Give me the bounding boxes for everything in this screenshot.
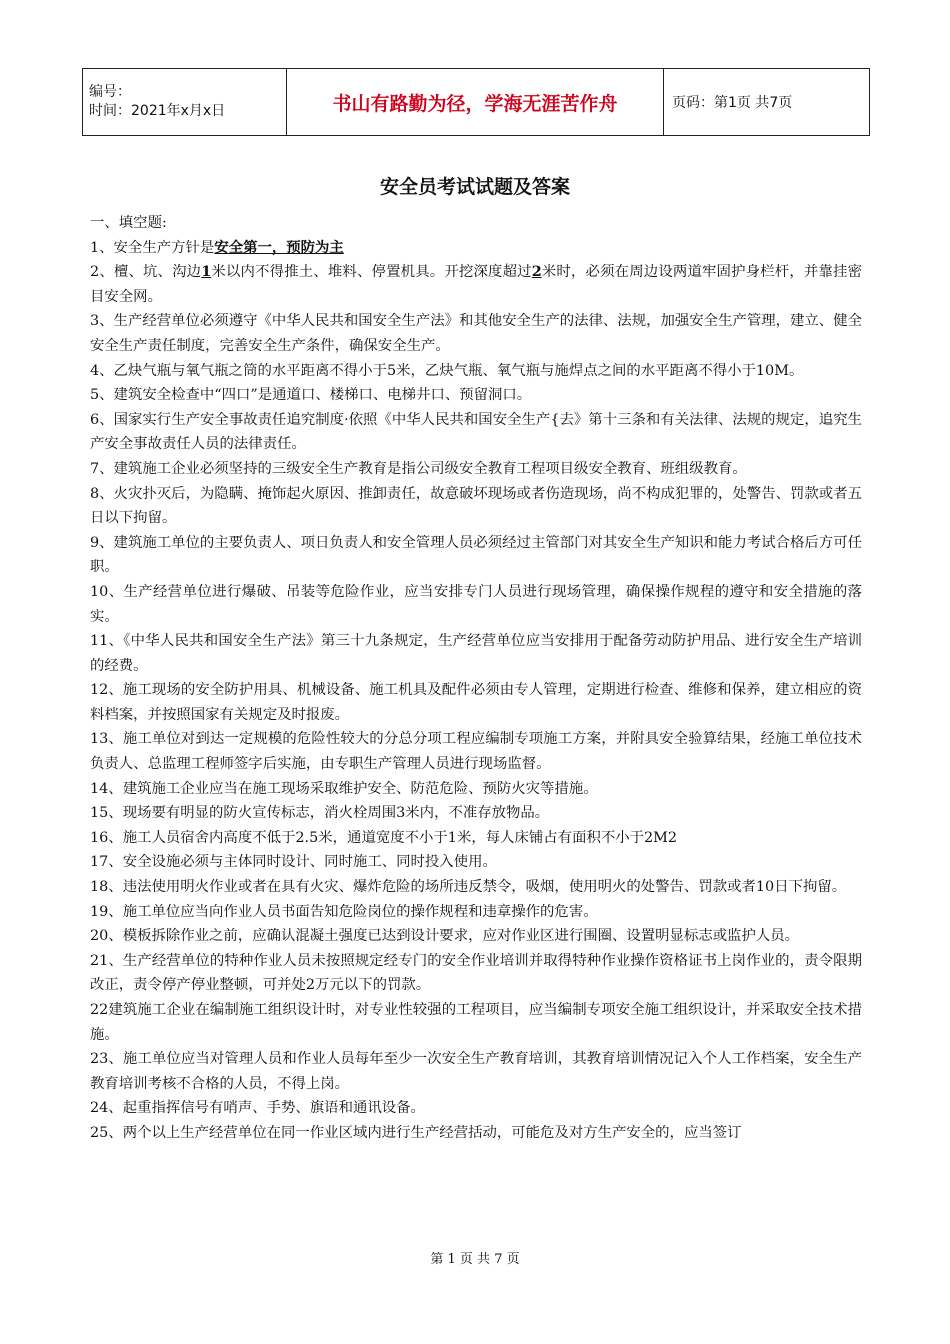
motto: 书山有路勤为径，学海无涯苦作舟 — [287, 69, 664, 136]
page-footer: 第 1 页 共 7 页 — [430, 1252, 520, 1267]
question-10: 10、生产经营单位进行爆破、吊装等危险作业，应当安排专门人员进行现场管理，确保操作规程的遵守和安全措施的落实。 — [90, 583, 862, 625]
question-17: 17、安全设施必须与主体同时设计、同时施工、同时投入使用。 — [90, 854, 497, 871]
question-2 — [90, 260, 862, 309]
question-11: 11、《中华人民共和国安全生产法》第三十九条规定，生产经营单位应当安排用于配备劳动防护用品、进行安全生产培训的经费。 — [90, 633, 862, 674]
question-19: 19、施工单位应当向作业人员书面告知危险岗位的操作规程和违章操作的危害。 — [90, 903, 598, 920]
question-7: 7、建筑施工企业必须坚持的三级安全生产教育是指公司级安全教育工程项目级安全教育、班组级教育。 — [90, 460, 747, 477]
question-18: 18、违法使用明火作业或者在具有火灾、爆炸危险的场所违反禁令，吸烟，使用明火的处警告、罚款或者10日下拘留。 — [90, 879, 847, 896]
question-13: 13、施工单位对到达一定规模的危险性较大的分总分项工程应编制专项施工方案，并附具安全验算结果，经施工单位技术负责人、总监理工程师签字后实施，由专职生产管理人员进行现场监督。 — [90, 731, 862, 773]
q2-text-c: 米时，必须在周边设两道牢固护身栏杆，并靠挂密目安全网。 — [90, 264, 862, 305]
question-23: 23、施工单位应当对管理人员和作业人员每年至少一次安全生产教育培训，其教育培训情况记入个人工作档案，安全生产教育培训考核不合格的人员，不得上岗。 — [90, 1051, 862, 1092]
question-9: 9、建筑施工单位的主要负责人、项日负责人和安全管理人员必须经过主管部门对其安全生产知识和能力考试合格后方可任职。 — [90, 534, 862, 576]
q2-answer-1: 1 — [201, 263, 212, 281]
question-21: 21、生产经营单位的特种作业人员未按照规定经专门的安全作业培训并取得特种作业操作资格证书上岗作业的，责令限期改正，责令停产停业整顿，可并处2万元以下的罚款。 — [90, 952, 862, 994]
question-24: 24、起重指挥信号有哨声、手势、旗语和通讯设备。 — [90, 1100, 425, 1117]
date-label: 时间：2021年x月x日 — [89, 103, 226, 119]
q2-text-a: 2、檀、坑、沟边 — [90, 264, 202, 281]
q2-answer-2: 2 — [531, 263, 542, 281]
question-16: 16、施工人员宿舍内高度不低于2.5米，通道宽度不小于1米，每人床铺占有面积不小于2M2 — [90, 829, 678, 846]
question-8: 8、火灾扑灭后，为隐瞒、掩饰起火原因、推卸责任，故意破坏现场或者伤造现场，尚不构成犯罪的，处警告、罚款或者五日以下拘留。 — [90, 485, 862, 527]
document-title: 安全员考试试题及答案 — [379, 176, 570, 198]
question-20: 20、模板拆除作业之前，应确认混凝土强度已达到设计要求，应对作业区进行围圈、设置明显标志或监护人员。 — [90, 928, 800, 945]
question-1 — [90, 236, 862, 261]
section-heading: 一、填空题: — [90, 215, 167, 231]
header-table — [82, 68, 870, 136]
q2-text-b: 米以内不得推土、堆料、停置机具。开挖深度超过 — [211, 264, 532, 281]
question-5: 5、建筑安全检查中“四口”是通道口、楼梯口、电梯井口、预留洞口。 — [90, 387, 532, 404]
page-label: 页码：第1页 共7页 — [664, 69, 870, 136]
q1-answer: 安全第一，预防为主 — [214, 238, 344, 256]
question-4: 4、乙炔气瓶与氧气瓶之筒的水平距离不得小于5米，乙炔气瓶、氧气瓶与施焊点之间的水平距离不得小于10M。 — [90, 362, 804, 379]
question-3: 3、生产经营单位必须遵守《中华人民共和国安全生产法》和其他安全生产的法律、法规，加强安全生产管理，建立、健全安全生产责任制度，完善安全生产条件，确保安全生产。 — [90, 313, 862, 354]
question-12: 12、施工现场的安全防护用具、机械设备、施工机具及配件必须由专人管理，定期进行检查、维修和保养，建立相应的资料档案，并按照国家有关规定及时报废。 — [90, 682, 862, 723]
question-25: 25、两个以上生产经营单位在同一作业区域内进行生产经营括动，可能危及对方生产安全的，应当签订 — [90, 1124, 742, 1141]
question-14: 14、建筑施工企业应当在施工现场采取维护安全、防范危险、预防火灾等措施。 — [90, 780, 598, 797]
q1-text: 1、安全生产方针是 — [90, 239, 215, 256]
question-22: 22建筑施工企业在编制施工组织设计时，对专业性较强的工程项目，应当编制专项安全施工组织设计，并采取安全技术措施。 — [90, 1002, 862, 1043]
question-6: 6、国家实行生产安全事故责任追究制度·依照《中华人民共和国安全生产{去》第十三条和有关法律、法规的规定，追究生产安全事故责任人员的法律责任。 — [90, 411, 862, 453]
document-body — [90, 211, 862, 1146]
header-meta-cell — [83, 69, 287, 136]
number-label: 编号： — [89, 84, 131, 100]
question-15: 15、现场要有明显的防火宣传标志，消火栓周围3米内，不准存放物品。 — [90, 805, 550, 822]
